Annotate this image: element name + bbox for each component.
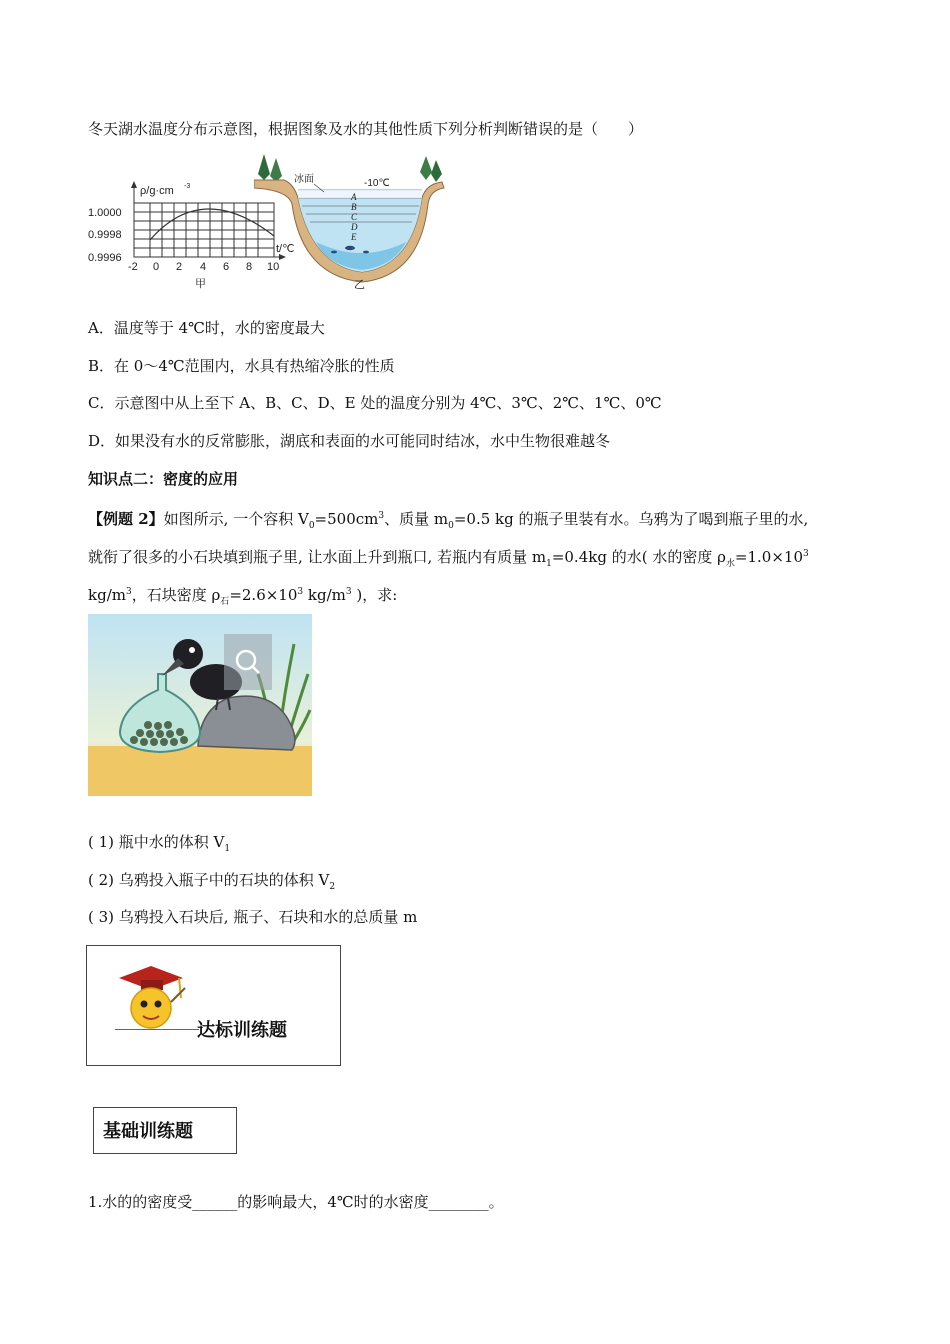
ytick-2: 0.9998 xyxy=(88,229,122,241)
sup-3: 3 xyxy=(297,587,304,597)
sub-question-3 xyxy=(88,907,417,927)
sup-3: 3 xyxy=(803,549,809,559)
point-b: B xyxy=(351,202,357,212)
example2-text: ，石块密度 ρ xyxy=(131,586,221,604)
sub-question-text: ( 3) 乌鸦投入石块后, 瓶子、石块和水的总质量 m xyxy=(88,908,418,926)
sup-3: 3 xyxy=(125,587,132,597)
section-title: 知识点二：密度的应用 xyxy=(88,470,239,488)
sub-question-text: ( 2) 乌鸦投入瓶子中的石块的体积 V xyxy=(88,871,330,889)
sub-1: 1 xyxy=(546,559,552,569)
point-a: A xyxy=(351,192,357,202)
tree-icon xyxy=(258,154,442,182)
basic-training-title: 基础训练题 xyxy=(103,1121,193,1142)
example2-text: =0.4kg 的水( 水的密度 ρ xyxy=(551,548,726,566)
example2-line1 xyxy=(88,506,808,536)
xtick-2: 0 xyxy=(153,261,160,273)
option-d: D．如果没有水的反常膨胀，湖底和表面的水可能同时结冰，水中生物很难越冬 xyxy=(88,432,611,450)
sup-3: 3 xyxy=(345,587,352,597)
point-c: C xyxy=(351,212,358,222)
xtick-7: 10 xyxy=(267,261,280,273)
example2-line2 xyxy=(88,544,809,574)
zoom-icon xyxy=(224,634,272,690)
example2-text: =2.6×10 xyxy=(229,586,298,604)
sub-question-sub: 1 xyxy=(224,844,231,854)
lake-diagram xyxy=(254,154,446,292)
graph-ylabel-exp: -3 xyxy=(184,183,191,190)
sub-water: 水 xyxy=(725,559,735,569)
banner-title: 达标训练题 xyxy=(197,1020,287,1041)
question-1: 1.水的的密度受______的影响最大，4℃时的水密度________。 xyxy=(88,1193,504,1211)
example2-text: 、质量 m xyxy=(384,510,449,528)
sup-3: 3 xyxy=(378,511,385,521)
xtick-5: 6 xyxy=(223,261,230,273)
sub-question-sub: 2 xyxy=(329,882,336,892)
ytick-3: 0.9996 xyxy=(88,252,122,264)
sub-question-1 xyxy=(88,832,230,859)
example2-text: kg/m xyxy=(88,586,126,604)
example2-text: 就衔了很多的小石块填到瓶子里, 让水面上升到瓶口, 若瓶内有质量 m xyxy=(88,548,547,566)
example2-text: 如图所示, 一个容积 V xyxy=(163,510,309,528)
example2-text: )，求: xyxy=(351,586,398,604)
graph-xlabel: t/℃ xyxy=(276,243,295,255)
training-banner xyxy=(86,945,341,1066)
mascot-icon xyxy=(111,962,191,1042)
xtick-4: 4 xyxy=(200,261,207,273)
option-a: A．温度等于 4℃时，水的密度最大 xyxy=(88,319,325,337)
ice-label: 冰面 xyxy=(294,174,314,185)
sub-question-text: ( 1) 瓶中水的体积 V xyxy=(88,833,225,851)
basic-training-box xyxy=(93,1107,237,1154)
example2-line3 xyxy=(88,582,397,612)
crow-illustration xyxy=(88,614,312,796)
sub-question-2 xyxy=(88,870,335,897)
temp-label: -10℃ xyxy=(364,178,390,189)
point-d: D xyxy=(351,222,358,232)
example2-text: =1.0×10 xyxy=(734,548,804,566)
sub-0: 0 xyxy=(448,521,454,531)
xtick-3: 2 xyxy=(176,261,183,273)
option-b: B．在 0～4℃范围内，水具有热缩冷胀的性质 xyxy=(88,357,395,375)
sub-stone: 石 xyxy=(220,597,230,607)
lake-caption: 乙 xyxy=(354,279,365,291)
xtick-1: -2 xyxy=(128,261,138,273)
graph-ylabel: ρ/g·cm xyxy=(140,185,174,197)
option-c: C．示意图中从上至下 A、B、C、D、E 处的温度分别为 4℃、3℃、2℃、1℃、0℃ xyxy=(88,394,662,412)
graph-caption: 甲 xyxy=(195,278,206,290)
example2-label: 【例题 2】 xyxy=(88,510,164,528)
point-e: E xyxy=(351,232,357,242)
example2-text: kg/m xyxy=(303,586,346,604)
ytick-1: 1.0000 xyxy=(88,207,122,219)
xtick-6: 8 xyxy=(246,261,253,273)
example2-text: =0.5 kg 的瓶子里装有水。乌鸦为了喝到瓶子里的水, xyxy=(453,510,809,528)
banner-underline xyxy=(115,1029,199,1030)
question-intro: 冬天湖水温度分布示意图，根据图象及水的其他性质下列分析判断错误的是（ ） xyxy=(88,120,644,138)
sub-0: 0 xyxy=(308,521,315,531)
example2-text: =500cm xyxy=(314,510,379,528)
